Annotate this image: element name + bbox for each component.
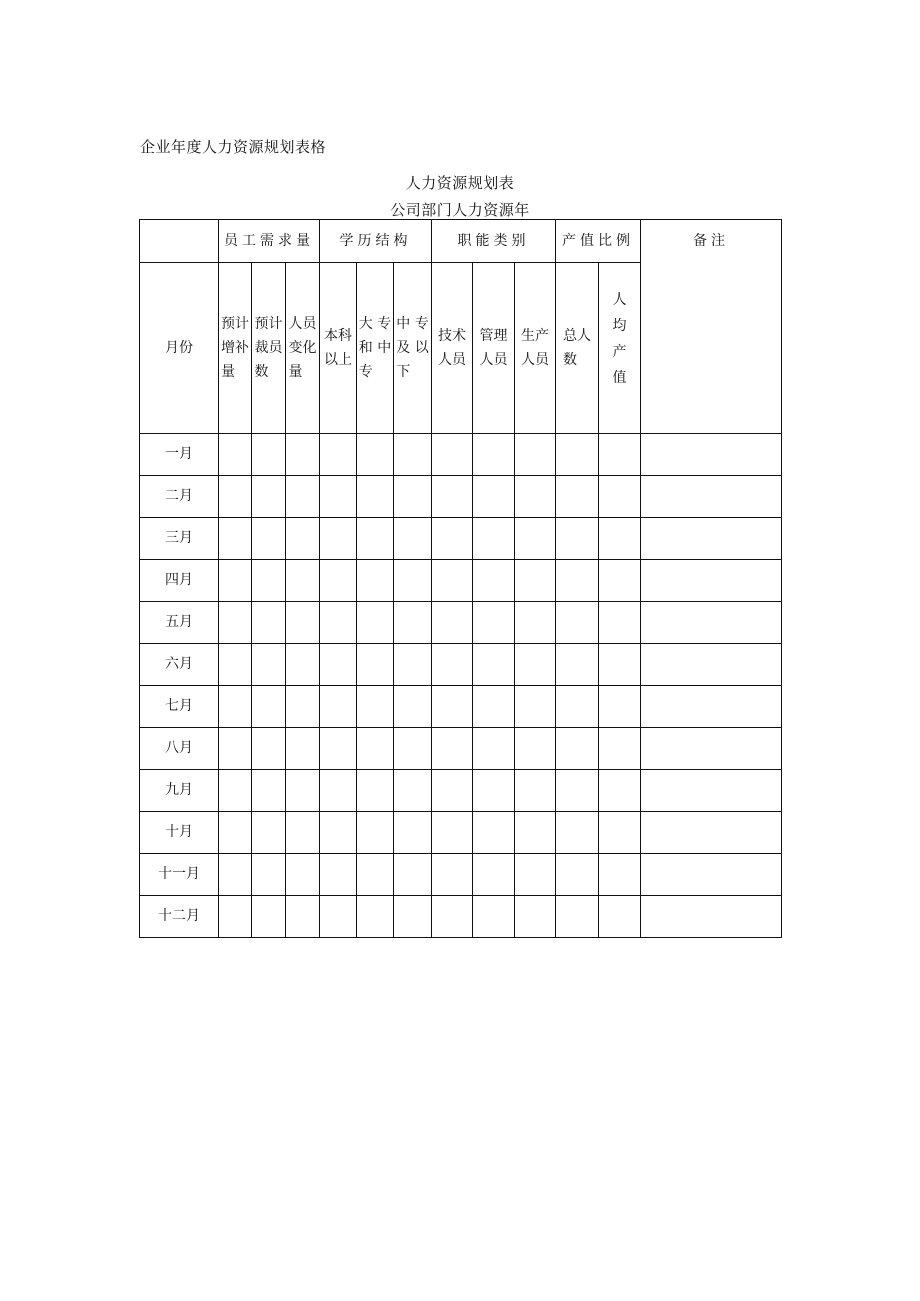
header-tech	[432, 263, 473, 434]
header-mgmt	[473, 263, 515, 434]
month-label: 二月	[140, 476, 219, 518]
table-cell[interactable]	[599, 812, 641, 854]
table-cell[interactable]	[556, 686, 599, 728]
table-cell[interactable]	[556, 770, 599, 812]
table-title: 人力资源规划表	[405, 174, 515, 192]
month-label: 十二月	[140, 896, 219, 938]
table-cell[interactable]	[473, 518, 515, 560]
table-cell[interactable]	[599, 728, 641, 770]
table-cell[interactable]	[394, 476, 432, 518]
table-cell[interactable]	[252, 896, 286, 938]
table-cell[interactable]	[219, 602, 252, 644]
table-cell[interactable]	[219, 560, 252, 602]
month-label: 一月	[140, 434, 219, 476]
table-cell[interactable]	[556, 560, 599, 602]
month-label: 六月	[140, 644, 219, 686]
table-cell[interactable]	[252, 770, 286, 812]
table-cell[interactable]	[432, 434, 473, 476]
table-cell[interactable]	[219, 812, 252, 854]
table-cell[interactable]	[286, 602, 320, 644]
table-row	[140, 602, 782, 644]
table-cell[interactable]	[432, 560, 473, 602]
table-cell[interactable]	[641, 476, 782, 518]
table-cell[interactable]	[394, 434, 432, 476]
table-cell[interactable]	[286, 686, 320, 728]
table-cell[interactable]	[219, 434, 252, 476]
month-label: 五月	[140, 602, 219, 644]
table-cell[interactable]	[515, 770, 556, 812]
table-cell[interactable]	[252, 854, 286, 896]
table-cell[interactable]	[252, 518, 286, 560]
table-cell[interactable]	[252, 476, 286, 518]
mgmt-label: 管理 人员	[479, 328, 508, 368]
table-cell[interactable]	[219, 770, 252, 812]
table-cell[interactable]	[473, 434, 515, 476]
table-cell[interactable]	[599, 476, 641, 518]
table-cell[interactable]	[556, 728, 599, 770]
table-cell[interactable]	[599, 560, 641, 602]
table-cell[interactable]	[320, 560, 357, 602]
header-prod	[515, 263, 556, 434]
table-cell[interactable]	[641, 644, 782, 686]
table-cell[interactable]	[320, 476, 357, 518]
table-row	[140, 476, 782, 518]
header-output: 产值比例	[556, 220, 641, 263]
table-cell[interactable]	[432, 602, 473, 644]
table-cell[interactable]	[252, 434, 286, 476]
table-row	[140, 644, 782, 686]
table-cell[interactable]	[432, 476, 473, 518]
table-cell[interactable]	[599, 686, 641, 728]
table-cell[interactable]	[320, 434, 357, 476]
table-cell[interactable]	[286, 896, 320, 938]
bachelor-label: 本科 以上	[324, 328, 353, 368]
college-label: 大 专 和 中 专	[358, 316, 392, 380]
table-cell[interactable]	[320, 518, 357, 560]
table-cell[interactable]	[641, 770, 782, 812]
table-cell[interactable]	[357, 476, 394, 518]
table-cell[interactable]	[641, 812, 782, 854]
header-demand: 员工需求量	[219, 220, 320, 263]
table-cell[interactable]	[320, 896, 357, 938]
tech-label: 技术 人员	[438, 328, 467, 368]
staff-change-label: 人员 变化 量	[288, 316, 317, 380]
table-cell[interactable]	[599, 434, 641, 476]
header-remark: 备注	[641, 220, 782, 434]
table-cell[interactable]	[473, 770, 515, 812]
table-cell[interactable]	[394, 812, 432, 854]
month-label: 三月	[140, 518, 219, 560]
table-row	[140, 434, 782, 476]
table-cell[interactable]	[473, 812, 515, 854]
table-cell[interactable]	[473, 644, 515, 686]
table-cell[interactable]	[473, 686, 515, 728]
table-cell[interactable]	[219, 518, 252, 560]
table-cell[interactable]	[394, 518, 432, 560]
table-row	[140, 518, 782, 560]
table-cell[interactable]	[473, 728, 515, 770]
table-cell[interactable]	[219, 644, 252, 686]
table-cell[interactable]	[599, 602, 641, 644]
table-cell[interactable]	[432, 686, 473, 728]
table-cell[interactable]	[473, 476, 515, 518]
header-row-groups	[140, 220, 782, 263]
table-cell[interactable]	[219, 854, 252, 896]
table-cell[interactable]	[394, 686, 432, 728]
table-row	[140, 686, 782, 728]
table-cell[interactable]	[252, 812, 286, 854]
table-cell[interactable]	[320, 812, 357, 854]
month-label: 九月	[140, 770, 219, 812]
table-cell[interactable]	[641, 518, 782, 560]
table-cell[interactable]	[599, 770, 641, 812]
table-row	[140, 770, 782, 812]
table-cell[interactable]	[394, 560, 432, 602]
table-cell[interactable]	[357, 602, 394, 644]
header-function: 职能类别	[432, 220, 556, 263]
hr-planning-table	[139, 219, 782, 938]
table-cell[interactable]	[556, 854, 599, 896]
table-cell[interactable]	[357, 812, 394, 854]
table-cell[interactable]	[357, 770, 394, 812]
table-cell[interactable]	[515, 728, 556, 770]
table-cell[interactable]	[252, 728, 286, 770]
table-cell[interactable]	[515, 560, 556, 602]
table-cell[interactable]	[286, 644, 320, 686]
table-cell[interactable]	[252, 686, 286, 728]
table-cell[interactable]	[357, 560, 394, 602]
table-cell[interactable]	[394, 728, 432, 770]
table-cell[interactable]	[556, 644, 599, 686]
header-bachelor	[320, 263, 357, 434]
table-cell[interactable]	[515, 854, 556, 896]
table-cell[interactable]	[394, 770, 432, 812]
table-cell[interactable]	[641, 686, 782, 728]
table-cell[interactable]	[432, 896, 473, 938]
table-cell[interactable]	[394, 896, 432, 938]
month-label: 十一月	[140, 854, 219, 896]
table-cell[interactable]	[556, 434, 599, 476]
header-planned-add	[219, 263, 252, 434]
table-cell[interactable]	[357, 896, 394, 938]
table-cell[interactable]	[252, 644, 286, 686]
table-cell[interactable]	[599, 644, 641, 686]
table-cell[interactable]	[286, 812, 320, 854]
table-cell[interactable]	[556, 476, 599, 518]
table-cell[interactable]	[432, 854, 473, 896]
table-cell[interactable]	[286, 434, 320, 476]
table-cell[interactable]	[641, 896, 782, 938]
planned-cut-label: 预计 裁员 数	[254, 316, 283, 380]
table-cell[interactable]	[556, 518, 599, 560]
header-college	[357, 263, 394, 434]
corner-cell	[140, 220, 219, 263]
table-cell[interactable]	[320, 854, 357, 896]
table-cell[interactable]	[515, 518, 556, 560]
table-cell[interactable]	[286, 770, 320, 812]
table-cell[interactable]	[641, 560, 782, 602]
prod-label: 生产 人员	[521, 328, 550, 368]
table-cell[interactable]	[357, 854, 394, 896]
table-cell[interactable]	[473, 896, 515, 938]
header-secondary	[394, 263, 432, 434]
table-cell[interactable]	[432, 518, 473, 560]
table-cell[interactable]	[599, 854, 641, 896]
table-cell[interactable]	[515, 644, 556, 686]
table-cell[interactable]	[641, 602, 782, 644]
table-cell[interactable]	[394, 854, 432, 896]
header-staff-change	[286, 263, 320, 434]
table-cell[interactable]	[432, 770, 473, 812]
header-per-capita	[599, 263, 641, 434]
month-label: 七月	[140, 686, 219, 728]
table-row	[140, 896, 782, 938]
table-cell[interactable]	[432, 812, 473, 854]
table-cell[interactable]	[357, 518, 394, 560]
table-cell[interactable]	[556, 812, 599, 854]
planned-add-label: 预计 增补 量	[221, 316, 249, 380]
table-cell[interactable]	[286, 728, 320, 770]
table-cell[interactable]	[320, 602, 357, 644]
table-cell[interactable]	[286, 560, 320, 602]
total-label: 总人 数	[563, 328, 592, 368]
header-planned-cut	[252, 263, 286, 434]
table-cell[interactable]	[320, 770, 357, 812]
table-cell[interactable]	[219, 896, 252, 938]
document-title: 企业年度人力资源规划表格	[140, 138, 327, 156]
table-cell[interactable]	[515, 812, 556, 854]
table-cell[interactable]	[219, 728, 252, 770]
table-cell[interactable]	[252, 602, 286, 644]
table-cell[interactable]	[286, 518, 320, 560]
table-cell[interactable]	[219, 476, 252, 518]
table-cell[interactable]	[515, 476, 556, 518]
table-cell[interactable]	[357, 686, 394, 728]
table-cell[interactable]	[473, 854, 515, 896]
header-education: 学历结构	[320, 220, 432, 263]
table-row	[140, 560, 782, 602]
table-cell[interactable]	[357, 434, 394, 476]
table-cell[interactable]	[432, 728, 473, 770]
table-cell[interactable]	[641, 854, 782, 896]
table-cell[interactable]	[515, 686, 556, 728]
table-cell[interactable]	[394, 602, 432, 644]
table-cell[interactable]	[320, 644, 357, 686]
table-cell[interactable]	[357, 644, 394, 686]
table-cell[interactable]	[599, 896, 641, 938]
table-cell[interactable]	[320, 686, 357, 728]
table-cell[interactable]	[599, 518, 641, 560]
table-cell[interactable]	[286, 854, 320, 896]
table-row	[140, 812, 782, 854]
table-cell[interactable]	[432, 644, 473, 686]
table-cell[interactable]	[219, 686, 252, 728]
table-cell[interactable]	[515, 896, 556, 938]
table-cell[interactable]	[641, 434, 782, 476]
table-cell[interactable]	[556, 602, 599, 644]
table-cell[interactable]	[357, 728, 394, 770]
table-row	[140, 854, 782, 896]
per-capita-label: 人 均 产 值	[612, 292, 627, 386]
month-label: 十月	[140, 812, 219, 854]
table-cell[interactable]	[394, 644, 432, 686]
header-month: 月份	[140, 263, 219, 434]
table-cell[interactable]	[515, 434, 556, 476]
month-label: 八月	[140, 728, 219, 770]
table-cell[interactable]	[286, 476, 320, 518]
table-cell[interactable]	[320, 728, 357, 770]
table-cell[interactable]	[556, 896, 599, 938]
table-row	[140, 728, 782, 770]
secondary-label: 中 专 及 以 下	[396, 316, 429, 380]
table-cell[interactable]	[252, 560, 286, 602]
table-cell[interactable]	[641, 728, 782, 770]
table-cell[interactable]	[473, 602, 515, 644]
table-cell[interactable]	[473, 560, 515, 602]
table-cell[interactable]	[515, 602, 556, 644]
header-total	[556, 263, 599, 434]
month-label: 四月	[140, 560, 219, 602]
table-subtitle: 公司部门人力资源年	[390, 201, 530, 219]
